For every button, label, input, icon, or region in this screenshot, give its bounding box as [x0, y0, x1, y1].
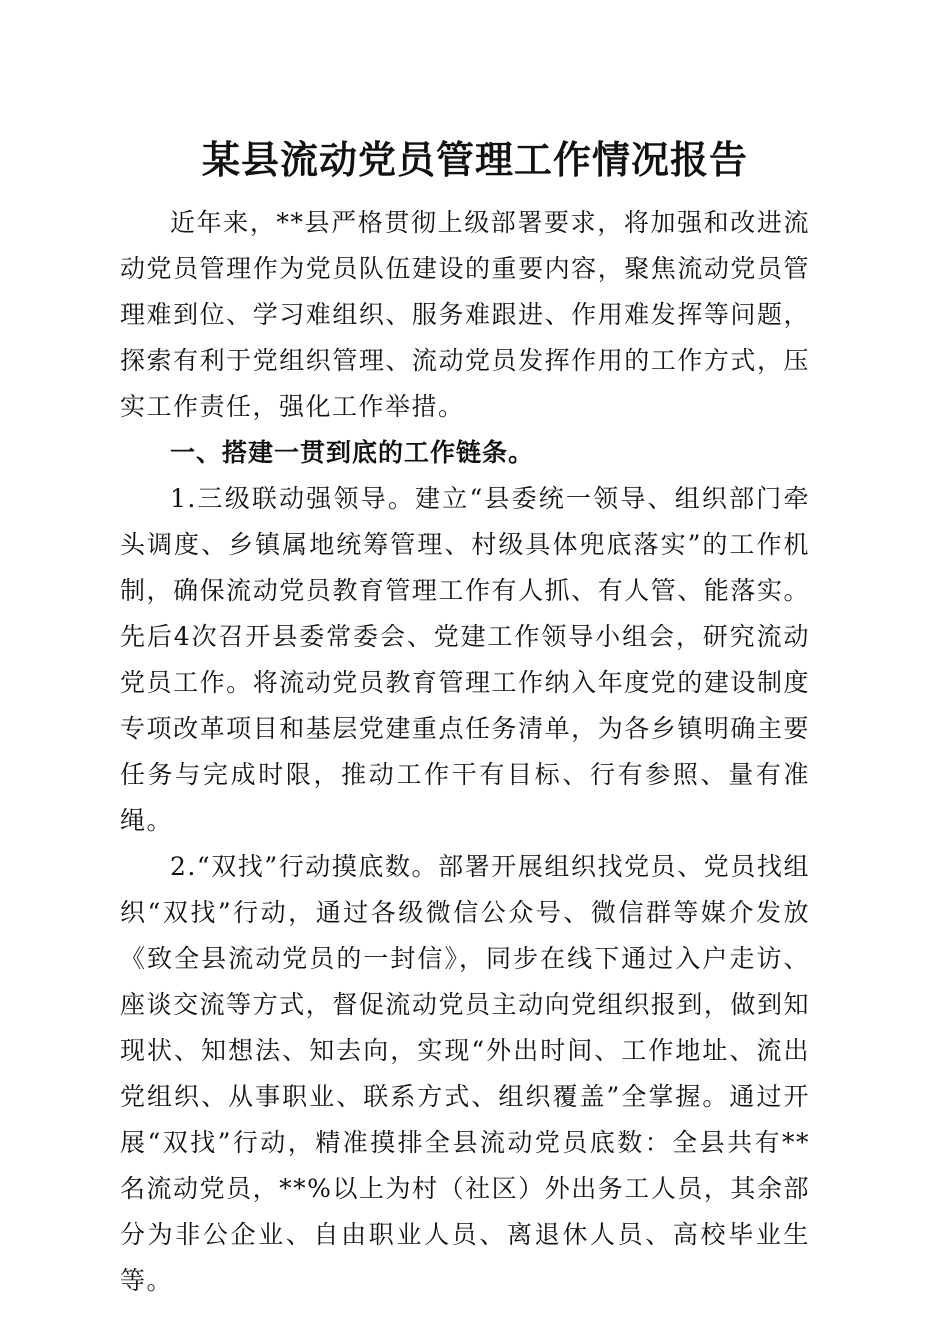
section-heading-1: 一、搭建一贯到底的工作链条。 [170, 438, 535, 467]
intro-paragraph: 近年来，**县严格贯彻上级部署要求，将加强和改进流动党员管理作为党员队伍建设的重要内容，聚焦流动党员管理难到位、学习难组织、服务难跟进、作用难发挥等问题，探索有利于党组织管理、流动党员发挥作用的工作方式，压实工作责任，强化工作举措。 [120, 208, 810, 421]
document-body [120, 200, 810, 1304]
paragraph-1: 1.三级联动强领导。建立“县委统一领导、组织部门牵头调度、乡镇属地统筹管理、村级具体兜底落实”的工作机制，确保流动党员教育管理工作有人抓、有人管、能落实。先后4次召开县委常委会、党建工作领导小组会，研究流动党员工作。将流动党员教育管理工作纳入年度党的建设制度专项改革项目和基层党建重点任务清单，为各乡镇明确主要任务与完成时限，推动工作干有目标、行有参照、量有准绳。 [120, 484, 810, 835]
document-title: 某县流动党员管理工作情况报告 [201, 137, 748, 182]
paragraph-2: 2.“双找”行动摸底数。部署开展组织找党员、党员找组织“双找”行动，通过各级微信公众号、微信群等媒介发放《致全县流动党员的一封信》，同步在线下通过入户走访、座谈交流等方式，督促流动党员主动向党组织报到，做到知现状、知想法、知去向，实现“外出时间、工作地址、流出党组织、从事职业、联系方式、组织覆盖”全掌握。通过开展“双找”行动，精准摸排全县流动党员底数：全县共有**名流动党员，**%以上为村（社区）外出务工人员，其余部分为非公企业、自由职业人员、离退休人员、高校毕业生等。 [120, 852, 810, 1295]
